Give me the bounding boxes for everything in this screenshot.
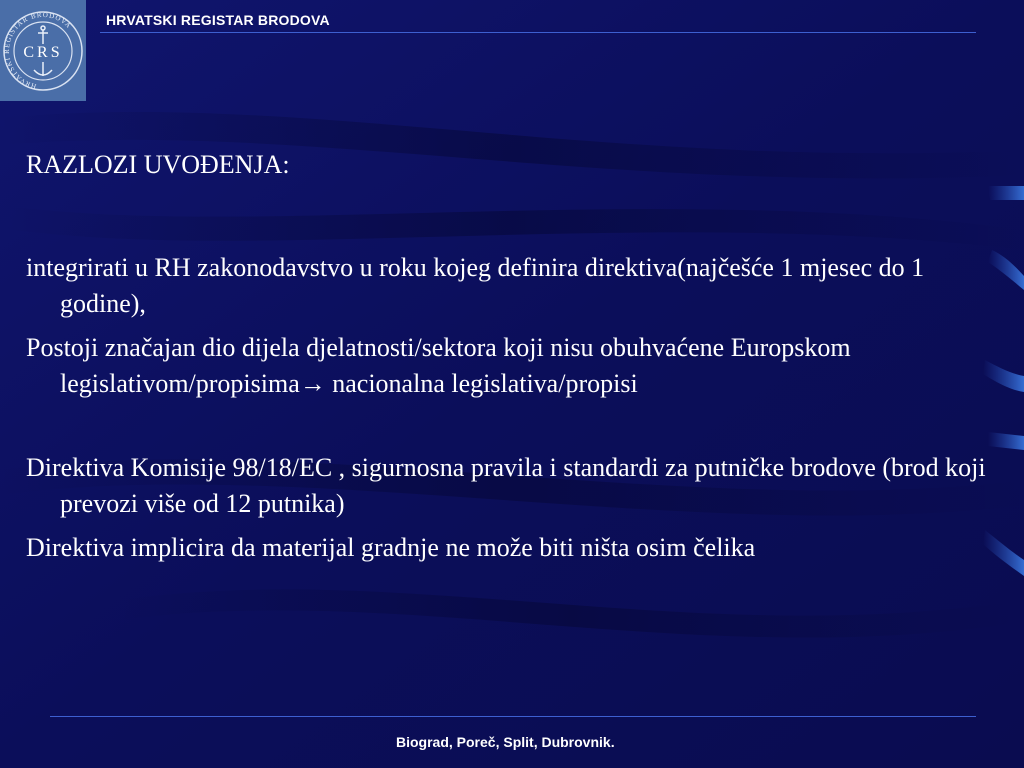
footer-locations: Biograd, Poreč, Split, Dubrovnik. bbox=[396, 734, 615, 750]
list-item: Postoji značajan dio dijela djelatnosti/sektora koji nisu obuhvaćene Europskom legislativom/propisima→ nacionalna legislativa/propisi bbox=[26, 333, 851, 398]
slide-heading: RAZLOZI UVOĐENJA: bbox=[26, 150, 290, 179]
bullet-list bbox=[26, 250, 1016, 574]
list-item: integrirati u RH zakonodavstvo u roku kojeg definira direktiva(najčešće 1 mjesec do 1 godine), bbox=[26, 253, 925, 318]
list-item: Direktiva implicira da materijal gradnje ne može biti ništa osim čelika bbox=[26, 533, 756, 562]
svg-text:HRVATSKI REGISTAR BRODOVA: HRVATSKI REGISTAR BRODOVA bbox=[3, 10, 74, 91]
crs-logo bbox=[0, 0, 86, 101]
footer-divider bbox=[50, 716, 976, 717]
organization-name: HRVATSKI REGISTAR BRODOVA bbox=[106, 12, 330, 28]
logo-initials: CRS bbox=[23, 44, 63, 61]
header-divider bbox=[100, 32, 976, 33]
list-item: Direktiva Komisije 98/18/EC , sigurnosna pravila i standardi za putničke brodove (brod koji prevozi više od 12 putnika) bbox=[26, 453, 986, 518]
